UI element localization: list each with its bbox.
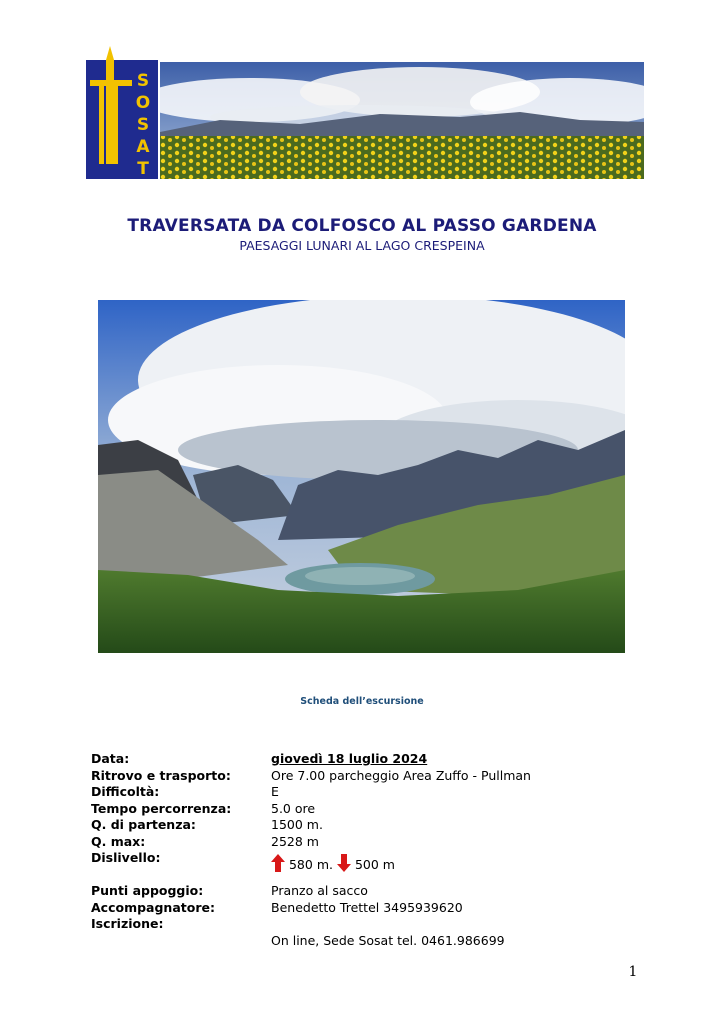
- logo-letter: S: [136, 71, 150, 91]
- detail-label: Data:: [91, 751, 130, 766]
- logo-letter: S: [136, 115, 150, 135]
- detail-value-date: giovedì 18 luglio 2024: [271, 751, 428, 766]
- logo-letter: A: [136, 137, 150, 157]
- arrow-up-icon: [271, 854, 285, 872]
- detail-value: 1500 m.: [271, 817, 323, 832]
- detail-row-ritrovo: [91, 768, 651, 785]
- detail-label: Accompagnatore:: [91, 899, 215, 915]
- detail-row-dislivello: [91, 850, 651, 883]
- detail-value: Pranzo al sacco: [271, 883, 368, 898]
- detail-row-data: [91, 751, 651, 768]
- detail-value: Ore 7.00 parcheggio Area Zuffo - Pullman: [271, 767, 531, 783]
- detail-label: Ritrovo e trasporto:: [91, 767, 231, 783]
- detail-label: Q. di partenza:: [91, 817, 196, 832]
- detail-value: 5.0 ore: [271, 800, 316, 816]
- detail-row-appoggio: [91, 883, 651, 900]
- detail-label: Q. max:: [91, 833, 146, 849]
- page-subtitle: PAESAGGI LUNARI AL LAGO CRESPEINA: [239, 238, 485, 253]
- elevation-gain: 580 m.: [288, 857, 333, 872]
- excursion-details: [91, 751, 651, 950]
- detail-value: On line, Sede Sosat tel. 0461.986699: [271, 933, 505, 948]
- detail-row-max: [91, 834, 651, 851]
- detail-row-difficolta: [91, 784, 651, 801]
- detail-label: Difficoltà:: [91, 784, 160, 799]
- page-title: TRAVERSATA DA COLFOSCO AL PASSO GARDENA: [127, 216, 597, 236]
- detail-row-tempo: [91, 801, 651, 818]
- elevation-loss: 500 m: [354, 857, 395, 872]
- detail-label: Punti appoggio:: [91, 883, 204, 898]
- logo-letter: T: [137, 159, 149, 179]
- arrow-down-icon: [337, 854, 351, 872]
- page-number: 1: [628, 964, 638, 980]
- detail-label: Iscrizione:: [91, 916, 164, 931]
- sosat-logo: [86, 46, 158, 179]
- detail-row-accompagnatore: [91, 900, 651, 917]
- detail-value: 2528 m: [271, 833, 319, 849]
- elevation-values: [271, 854, 395, 873]
- detail-value: Benedetto Trettel 3495939620: [271, 899, 463, 915]
- banner-image: [160, 62, 644, 179]
- detail-label: Dislivello:: [91, 850, 161, 865]
- detail-row-partenza: [91, 817, 651, 834]
- logo-letter: O: [135, 93, 151, 113]
- detail-value: E: [271, 784, 279, 799]
- detail-row-iscrizione: [91, 916, 651, 950]
- lake-photo: [98, 300, 625, 653]
- scheda-heading: Scheda dell’escursione: [300, 696, 424, 707]
- detail-label: Tempo percorrenza:: [91, 800, 232, 816]
